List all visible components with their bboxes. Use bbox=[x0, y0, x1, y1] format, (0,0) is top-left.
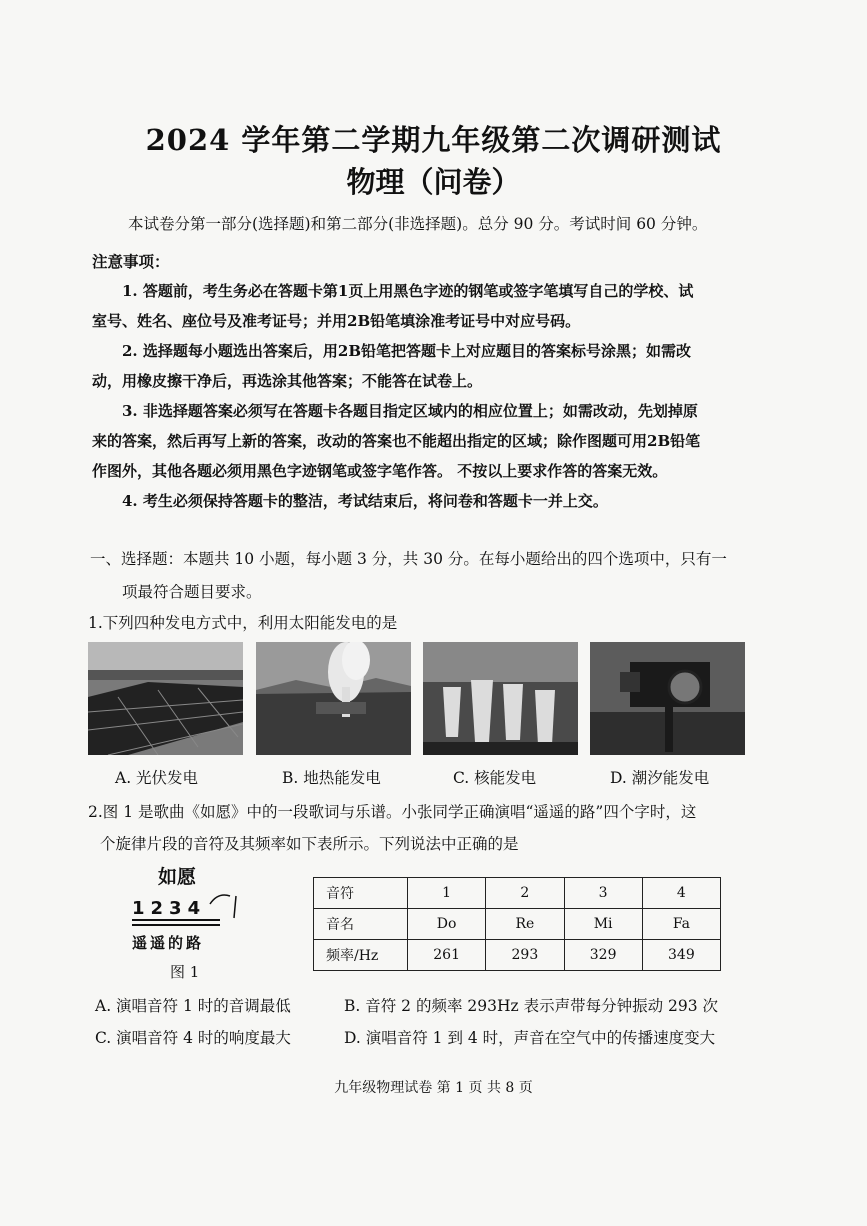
table-cell: 1 bbox=[408, 878, 486, 909]
question-2-stem: 2.图 1 是歌曲《如愿》中的一段歌词与乐谱。小张同学正确演唱“遥遥的路”四个字时，这 bbox=[88, 803, 697, 821]
frequency-table bbox=[313, 877, 721, 971]
q2-option-d: D. 演唱音符 1 到 4 时，声音在空气中的传播速度变大 bbox=[344, 1029, 716, 1047]
q2-option-a: A. 演唱音符 1 时的音调最低 bbox=[95, 997, 291, 1015]
table-cell: 3 bbox=[564, 878, 642, 909]
notice-line: 作图外，其他各题必须用黑色字迹钢笔或签字笔作答。 不按以上要求作答的答案无效。 bbox=[92, 462, 668, 480]
table-cell: Do bbox=[408, 909, 486, 940]
geothermal-plant-image bbox=[256, 642, 411, 755]
table-cell: 2 bbox=[486, 878, 564, 909]
section-heading: 一、选择题：本题共 10 小题，每小题 3 分，共 30 分。在每小题给出的四个选项中，只有一 bbox=[90, 550, 727, 568]
q2-option-b: B. 音符 2 的频率 293Hz 表示声带每分钟振动 293 次 bbox=[344, 997, 719, 1015]
table-cell: Fa bbox=[642, 909, 720, 940]
question-2-stem-cont: 个旋律片段的音符及其频率如下表所示。下列说法中正确的是 bbox=[100, 835, 519, 853]
notice-heading: 注意事项： bbox=[92, 252, 170, 271]
table-row bbox=[314, 940, 721, 971]
table-cell: 329 bbox=[564, 940, 642, 971]
table-cell: 音符 bbox=[314, 878, 408, 909]
notice-line: 4. 考生必须保持答题卡的整洁，考试结束后，将问卷和答题卡一并上交。 bbox=[122, 492, 608, 510]
table-cell: 293 bbox=[486, 940, 564, 971]
section-heading-cont: 项最符合题目要求。 bbox=[122, 583, 262, 601]
table-cell: 频率/Hz bbox=[314, 940, 408, 971]
notice-line: 动，用橡皮擦干净后，再选涂其他答案；不能答在试卷上。 bbox=[92, 372, 483, 390]
option-c-caption: C. 核能发电 bbox=[453, 769, 537, 787]
option-a-caption: A. 光伏发电 bbox=[115, 769, 199, 787]
song-notes: 1234 bbox=[132, 898, 207, 919]
exam-title: 2024 学年第二学期九年级第二次调研测试 bbox=[145, 123, 722, 157]
option-b-caption: B. 地热能发电 bbox=[282, 769, 381, 787]
table-cell: Mi bbox=[564, 909, 642, 940]
notice-line: 1. 答题前，考生务必在答题卡第1页上用黑色字迹的钢笔或签字笔填写自己的学校、试 bbox=[122, 282, 694, 300]
table-row bbox=[314, 878, 721, 909]
table-cell: 4 bbox=[642, 878, 720, 909]
notice-list bbox=[92, 276, 760, 516]
table-cell: 音名 bbox=[314, 909, 408, 940]
nuclear-plant-image bbox=[423, 642, 578, 755]
song-title: 如愿 bbox=[158, 866, 197, 888]
song-lyric: 遥遥的路 bbox=[132, 934, 205, 952]
question-1-images bbox=[88, 642, 748, 758]
song-slur-mark bbox=[208, 890, 248, 924]
solar-panel-image bbox=[88, 642, 243, 755]
notice-line: 2. 选择题每小题选出答案后，用2B铅笔把答题卡上对应题目的答案标号涂黑；如需改 bbox=[122, 342, 692, 360]
table-row bbox=[314, 909, 721, 940]
table-cell: Re bbox=[486, 909, 564, 940]
table-cell: 261 bbox=[408, 940, 486, 971]
table-cell: 349 bbox=[642, 940, 720, 971]
exam-intro: 本试卷分第一部分(选择题)和第二部分(非选择题)。总分 90 分。考试时间 60 分钟。 bbox=[128, 215, 708, 233]
notice-line: 来的答案，然后再写上新的答案，改动的答案也不能超出指定的区域；除作图题可用2B铅笔 bbox=[92, 432, 701, 450]
figure-label: 图 1 bbox=[170, 963, 200, 981]
notice-line: 3. 非选择题答案必须写在答题卡各题目指定区域内的相应位置上；如需改动，先划掉原 bbox=[122, 402, 698, 420]
page-footer: 九年级物理试卷 第 1 页 共 8 页 bbox=[334, 1080, 533, 1096]
option-d-caption: D. 潮汐能发电 bbox=[610, 769, 710, 787]
question-1-stem: 1.下列四种发电方式中，利用太阳能发电的是 bbox=[88, 614, 398, 632]
exam-subtitle: 物理（问卷） bbox=[346, 165, 521, 199]
tidal-turbine-image bbox=[590, 642, 745, 755]
q2-option-c: C. 演唱音符 4 时的响度最大 bbox=[95, 1029, 291, 1047]
notice-line: 室号、姓名、座位号及准考证号；并用2B铅笔填涂准考证号中对应号码。 bbox=[92, 312, 581, 330]
